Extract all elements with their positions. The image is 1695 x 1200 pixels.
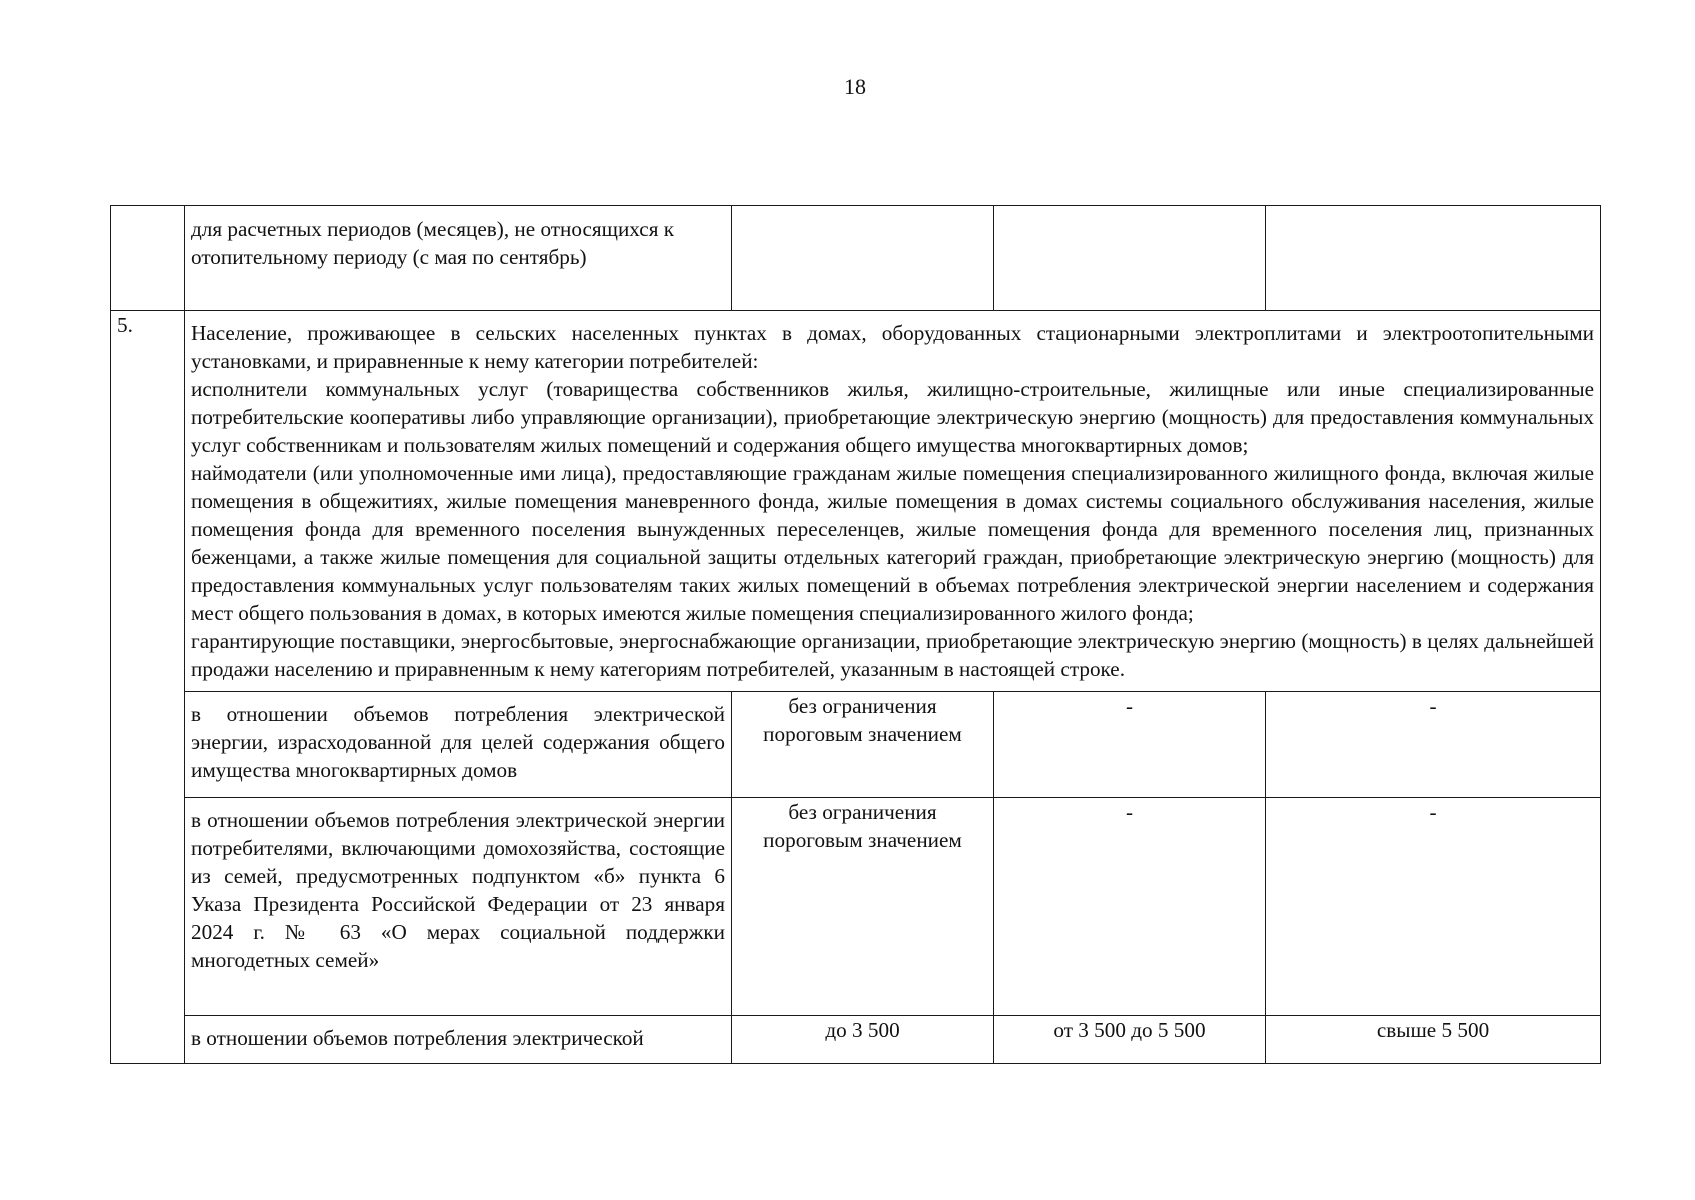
threshold-cell-1: до 3 500 (732, 1016, 994, 1064)
row-description-cell (185, 206, 732, 311)
sub-row-description-cell (185, 798, 732, 1016)
sub-row-description-text: в отношении объемов потребления электрической (191, 1026, 644, 1050)
table-row (111, 692, 1601, 798)
threshold-cell-3: - (1266, 798, 1601, 1016)
threshold-cell-1: без ограничения пороговым значением (732, 692, 994, 798)
table-row (111, 798, 1601, 1016)
page-number: 18 (844, 74, 866, 99)
paragraph-utility-providers: исполнители коммунальных услуг (товарищества собственников жилья, жилищно-строительные, жилищные или иные специализированные потребительские кооперативы либо управляющие организации), приобретающие электрическую энергию (мощность) для предоставления коммунальных услуг собственникам и пользователям жилых помещений и содержания общего имущества многоквартирных домов; (191, 377, 1594, 457)
row-number-cell (111, 206, 185, 311)
row-5-description-cell (185, 311, 1601, 692)
sub-row-description-text: в отношении объемов потребления электрической энергии, израсходованной для целей содержания общего имущества многоквартирных домов (191, 702, 725, 782)
table-row-5-header (111, 311, 1601, 692)
sub-row-description-text: в отношении объемов потребления электрической энергии потребителями, включающими домохозяйства, состоящие из семей, предусмотренных подпунктом «б» пункта 6 Указа Президента Российской Федерации от 23 января 2024 г. № 63 «О мерах социальной поддержки многодетных семей» (191, 808, 725, 972)
threshold-cell-3: свыше 5 500 (1266, 1016, 1601, 1064)
row-number-cell: 5. (111, 311, 185, 1064)
table-row (111, 1016, 1601, 1064)
value-cell-1 (732, 206, 994, 311)
sub-row-description-cell (185, 692, 732, 798)
threshold-cell-1: без ограничения пороговым значением (732, 798, 994, 1016)
paragraph-landlords: наймодатели (или уполномоченные ими лица), предоставляющие гражданам жилые помещения специализированного жилищного фонда, включая жилые помещения в общежитиях, жилые помещения маневренного фонда, жилые помещения в домах системы социального обслуживания населения, жилые помещения фонда для временного поселения вынужденных переселенцев, жилые помещения фонда для временного поселения лиц, признанных беженцами, а также жилые помещения для социальной защиты отдельных категорий граждан, приобретающие электрическую энергию (мощность) для предоставления коммунальных услуг пользователям таких жилых помещений в объемах потребления электрической энергии населением и содержания мест общего пользования в домах, в которых имеются жилые помещения специализированного жилого фонда; (191, 461, 1594, 625)
tariff-table (110, 205, 1601, 1064)
threshold-cell-3: - (1266, 692, 1601, 798)
table-row-continuation (111, 206, 1601, 311)
sub-row-description-cell (185, 1016, 732, 1064)
threshold-cell-2: - (994, 798, 1266, 1016)
value-cell-3 (1266, 206, 1601, 311)
paragraph-population: Население, проживающее в сельских населенных пунктах в домах, оборудованных стационарными электроплитами и электроотопительными установками, и приравненные к нему категории потребителей: (191, 321, 1594, 373)
paragraph-suppliers: гарантирующие поставщики, энергосбытовые, энергоснабжающие организации, приобретающие электрическую энергию (мощность) в целях дальнейшей продажи населению и приравненным к нему категориям потребителей, указанным в настоящей строке. (191, 629, 1594, 681)
row-description-text: для расчетных периодов (месяцев), не относящихся к отопительному периоду (с мая по сентябрь) (191, 217, 675, 269)
threshold-cell-2: от 3 500 до 5 500 (994, 1016, 1266, 1064)
value-cell-2 (994, 206, 1266, 311)
threshold-cell-2: - (994, 692, 1266, 798)
